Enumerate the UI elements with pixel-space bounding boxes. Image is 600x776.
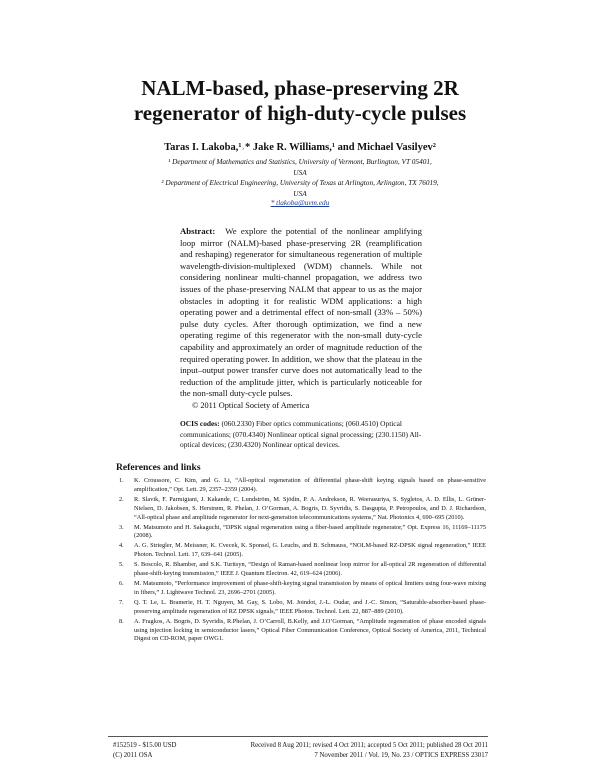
title-line-2: regenerator of high-duty-cycle pulses <box>133 101 467 125</box>
paper-title <box>100 76 500 126</box>
reference-item <box>116 477 486 495</box>
ocis-codes <box>180 419 426 451</box>
affiliation-1-line-1: ¹ Department of Mathematics and Statistics, University of Vermont, Burlington, VT 05401, <box>168 157 432 166</box>
footer-right <box>214 741 488 760</box>
reference-text: A. G. Striegler, M. Meissner, K. Cvecek, K. Sponsel, G. Leuchs, and B. Schmauss, “NOLM-based RZ-DPSK signal regeneration,” IEEE Photon. Technol. Lett. 17, 639–641 (2005). <box>134 542 486 559</box>
reference-item <box>116 561 486 579</box>
author-email-link[interactable]: * tlakoba@uvm.edu <box>270 198 330 207</box>
reference-item <box>116 542 486 560</box>
reference-item <box>116 599 486 617</box>
reference-number: 4. <box>119 542 124 550</box>
abstract <box>180 226 422 400</box>
footer-copyright: (C) 2011 OSA <box>113 751 153 759</box>
footer-divider <box>108 736 488 737</box>
abstract-label: Abstract: <box>180 226 216 236</box>
reference-text: M. Matsumoto and H. Sakaguchi, “DPSK signal regeneration using a fiber-based amplitude regenerator,” Opt. Express 16, 11169–11175 (2008). <box>134 523 486 540</box>
reference-number: 2. <box>119 495 124 503</box>
abstract-text: We explore the potential of the nonlinear amplifying loop mirror (NALM)-based phase-preserving 2R (reamplification and reshaping) regenerator for simultaneous regeneration of multiple wavelength-division-multiplexed (WDM) channels. While not considering nonlinear multi-channel propagation, we address two issues of the phase-preserving NALM that appear to us as the major obstacles in adopting it for realistic WDM applications: a high operating power and a detrimental effect of non-small (33% – 50%) pulse duty cycles. After thorough optimization, we find a new operating regime of this regenerator with the non-small duty-cycle capability and approximately an order of magnitude reduction of the required operating power. In addition, we show that the plateau in the input–output power transfer curve does not automatically lead to the reduction of the amplitude jitter, which is particularly noticeable for the non-small duty-cycle pulses. <box>180 226 422 399</box>
footer-left <box>113 741 176 760</box>
affiliation-1-line-2: USA <box>293 167 307 177</box>
reference-item <box>116 618 486 645</box>
references-heading: References and links <box>116 462 201 473</box>
reference-number: 5. <box>119 561 124 569</box>
reference-item <box>116 496 486 523</box>
footer-price: #152519 - $15.00 USD <box>113 742 177 749</box>
author-list: Taras I. Lakoba,¹˒* Jake R. Williams,¹ and Michael Vasilyev² <box>164 142 436 153</box>
reference-number: 8. <box>119 617 124 625</box>
reference-item <box>116 524 486 542</box>
reference-number: 1. <box>119 477 124 484</box>
reference-text: S. Boscolo, R. Bhamber, and S.K. Turitsyn, “Design of Raman-based nonlinear loop mirror for all-optical 2R regeneration of differential phase-shift-keying transmission,” IEEE J. Quantum Electron. 42, 619–624 (2006). <box>134 561 486 578</box>
reference-number: 3. <box>119 523 124 531</box>
reference-text: K. Croussore, C. Kim, and G. Li, “All-optical regeneration of differential phase-shift keying signals based on phase-sensitive amplification,” Opt. Lett. 29, 2357–2359 (2004). <box>134 477 486 493</box>
reference-item <box>116 580 486 598</box>
affiliation-1 <box>128 157 472 178</box>
reference-text: Q. T. Le, L. Bramerie, H. T. Nguyen, M. Gay, S. Lobo, M. Joindot, J.-L. Oudar, and J.-C. Simon, “Saturable-absorber-based phase-preserving amplitude regeneration of RZ DPSK signals,” IEEE Photon. Technol. Lett. 22, 887–889 (2010). <box>134 598 486 615</box>
reference-number: 7. <box>119 598 124 606</box>
title-line-1: NALM-based, phase-preserving 2R <box>141 76 459 100</box>
references-list <box>116 477 486 645</box>
ocis-text: (060.2330) Fiber optics communications; (060.4510) Optical communications; (070.4340) Nonlinear optical signal processing; (230.1150) All-optical devices; (230.4320) Nonlinear optical devices. <box>180 419 422 450</box>
reference-number: 6. <box>119 579 124 587</box>
affiliation-2-line-2: USA <box>293 188 307 198</box>
reference-text: A. Fragkos, A. Bogris, D. Syvridis, R.Phelan, J. O’Carroll, B.Kelly, and J.O’Gorman, “Amplitude regeneration of phase encoded signals using injection locking in semiconductor lasers,” Optical Fiber Communication Conference, Optical Society of America, 2011, Technical Digest on CD-ROM, paper OWG1. <box>134 617 486 643</box>
footer-dates: Received 8 Aug 2011; revised 4 Oct 2011; accepted 5 Oct 2011; published 28 Oct 2011 <box>250 742 488 749</box>
footer-journal-info: 7 November 2011 / Vol. 19, No. 23 / OPTICS EXPRESS 23017 <box>314 751 488 759</box>
affiliation-2-line-1: ² Department of Electrical Engineering, University of Texas at Arlington, Arlington, TX 76019, <box>161 178 439 187</box>
affiliation-2 <box>128 178 472 199</box>
reference-text: R. Slavik, F. Parmigiani, J. Kakande, C. Lundström, M. Sjödin, P. A. Andrekson, R. Weerasuriya, S. Sygletos, A. D. Ellis, L. Grüner-Nielsen, D. Jakobsen, S. Herstrøm, R. Phelan, J. O’Gorman, A. Bogris, D. Syvridis, S. Dasgupta, P. Petropoulos, and D. J. Richardson, “All-optical phase and amplitude regenerator for next-generation telecommunications systems,” Nat. Photonics 4, 690–695 (2010). <box>134 495 486 521</box>
reference-text: M. Matsumoto, “Performance improvement of phase-shift-keying signal transmission by means of optical limiters using four-wave mixing in fibers,” J. Lightwave Technol. 23, 2696–2701 (2005). <box>134 579 486 596</box>
copyright-notice: © 2011 Optical Society of America <box>192 401 310 410</box>
ocis-label: OCIS codes: <box>180 419 220 428</box>
